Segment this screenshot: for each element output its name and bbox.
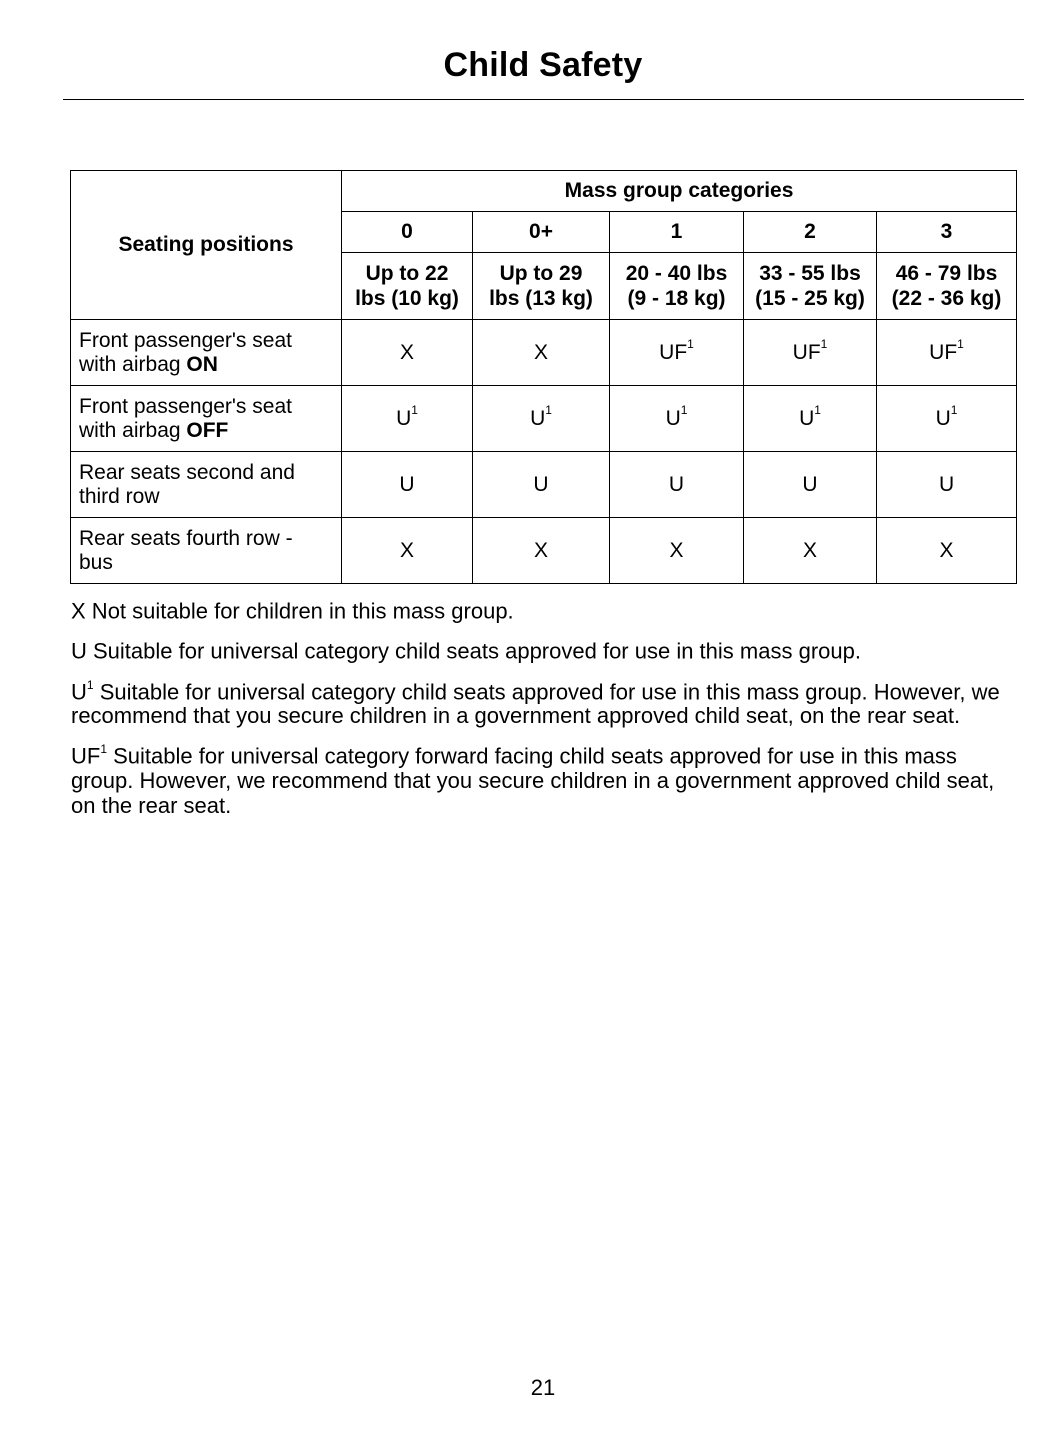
group-header: 0 xyxy=(342,212,473,253)
table-cell: $UF^1$ xyxy=(877,320,1017,386)
weight-range-header: Up to 22 lbs (10 kg) xyxy=(342,253,473,320)
table-cell: X xyxy=(473,320,610,386)
weight-range-header: 20 - 40 lbs (9 - 18 kg) xyxy=(610,253,744,320)
note-u1: $U^1$ Suitable for universal category child seats approved for use in this mass group. However, we recommend that you secure children in a government approved child seat, on the rear seat. xyxy=(71,677,1000,729)
page-title: Child Safety xyxy=(443,46,643,84)
table-cell: X xyxy=(473,518,610,584)
table-cell: $U^1$ xyxy=(610,386,744,452)
table-cell: U xyxy=(610,452,744,518)
seating-position-label: Front passenger's seat with airbag OFF xyxy=(71,386,342,452)
table-cell: X xyxy=(744,518,877,584)
note-uf1: $UF^1$ Suitable for universal category forward facing child seats approved for use in this mass group. However, we recommend that you secure children in a government approved child seat, on the rear seat. xyxy=(71,742,995,818)
page-number: 21 xyxy=(530,1375,556,1400)
table-cell: U xyxy=(473,452,610,518)
table-cell: X xyxy=(342,320,473,386)
table-cell: $UF^1$ xyxy=(744,320,877,386)
group-header: 2 xyxy=(744,212,877,253)
seating-position-label: Rear seats fourth row - bus xyxy=(71,518,342,584)
table-cell: U xyxy=(744,452,877,518)
table-cell: $U^1$ xyxy=(473,386,610,452)
table-notes xyxy=(71,594,1021,829)
weight-range-header: 33 - 55 lbs (15 - 25 kg) xyxy=(744,253,877,320)
seating-position-label: Rear seats second and third row xyxy=(71,452,342,518)
table-cell: U xyxy=(877,452,1017,518)
title-divider xyxy=(63,99,1024,100)
table-cell: X xyxy=(877,518,1017,584)
table-cell: $U^1$ xyxy=(342,386,473,452)
table-cell: $UF^1$ xyxy=(610,320,744,386)
note-x: X Not suitable for children in this mass group. xyxy=(71,598,514,624)
seating-positions-header: Seating positions xyxy=(71,171,342,320)
table-row xyxy=(71,452,1017,518)
note-u: U Suitable for universal category child seats approved for use in this mass group. xyxy=(71,638,861,664)
seating-position-label: Front passenger's seat with airbag ON xyxy=(71,320,342,386)
table-cell: $U^1$ xyxy=(744,386,877,452)
table-cell: U xyxy=(342,452,473,518)
group-header: 1 xyxy=(610,212,744,253)
table-cell: X xyxy=(610,518,744,584)
table-cell: $U^1$ xyxy=(877,386,1017,452)
group-header: 0+ xyxy=(473,212,610,253)
table-row xyxy=(71,518,1017,584)
table-cell: X xyxy=(342,518,473,584)
table-row xyxy=(71,386,1017,452)
mass-group-table xyxy=(70,170,1017,584)
mass-group-header: Mass group categories xyxy=(342,171,1017,212)
group-header: 3 xyxy=(877,212,1017,253)
weight-range-header: Up to 29 lbs (13 kg) xyxy=(473,253,610,320)
weight-range-header: 46 - 79 lbs (22 - 36 kg) xyxy=(877,253,1017,320)
table-row xyxy=(71,320,1017,386)
